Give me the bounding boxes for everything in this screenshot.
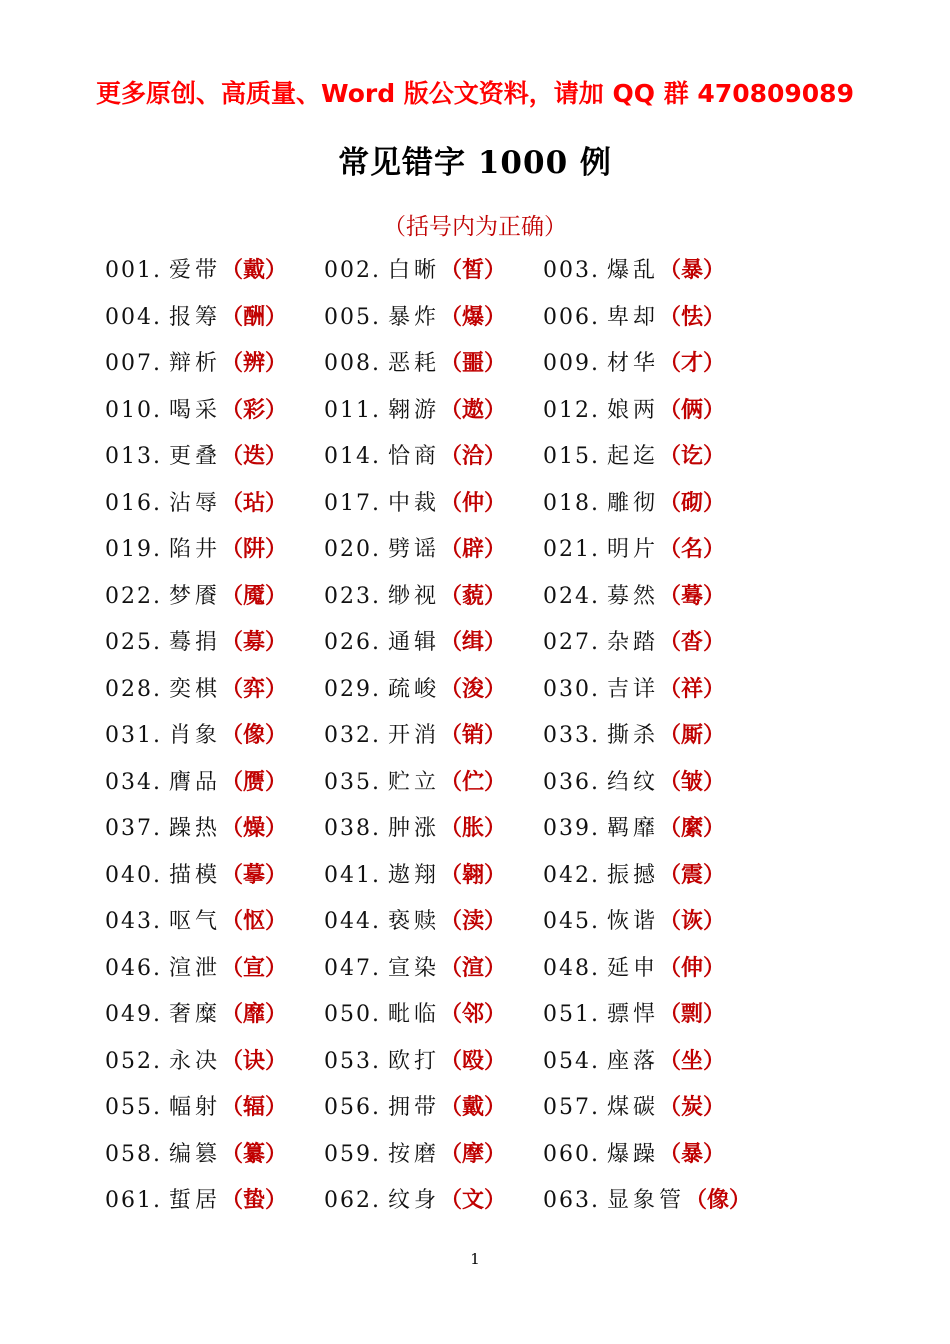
entry-wrong-word: 肿涨	[388, 816, 441, 841]
entry-wrong-word: 开消	[388, 723, 441, 748]
entry-correction: （宣）	[221, 954, 288, 981]
list-item	[543, 579, 725, 610]
entry-correction: （燥）	[221, 815, 288, 841]
entry-correction: （剽）	[659, 1001, 726, 1027]
entry-number: 047.	[324, 955, 381, 981]
list-row	[0, 1090, 950, 1137]
list-row	[0, 532, 950, 579]
entry-number: 034.	[105, 769, 162, 795]
entry-number: 002.	[324, 258, 381, 283]
list-row	[0, 1183, 950, 1230]
entry-wrong-word: 爆乱	[607, 258, 660, 283]
entry-number: 020.	[324, 537, 381, 562]
list-item	[105, 253, 287, 284]
entry-wrong-word: 卑却	[607, 304, 660, 330]
entry-wrong-word: 材华	[607, 351, 660, 376]
list-item	[324, 625, 506, 656]
entry-correction: （赝）	[221, 768, 288, 795]
entry-number: 018.	[543, 490, 600, 516]
list-item	[324, 439, 506, 470]
list-row	[0, 300, 950, 347]
entry-wrong-word: 起迄	[607, 444, 660, 469]
entry-number: 029.	[324, 676, 381, 702]
entry-correction: （俩）	[659, 396, 726, 423]
entry-wrong-word: 贮立	[388, 769, 441, 795]
entry-number: 036.	[543, 769, 600, 795]
entry-correction: （才）	[659, 350, 726, 376]
entry-correction: （辟）	[440, 536, 507, 562]
entry-correction: （怄）	[221, 908, 288, 934]
entry-wrong-word: 拥带	[388, 1095, 441, 1120]
list-item	[105, 718, 287, 749]
entry-correction: （缉）	[440, 629, 507, 655]
list-row	[0, 439, 950, 486]
list-item	[105, 672, 287, 703]
entry-wrong-word: 遨翔	[388, 862, 441, 888]
entry-correction: （辨）	[221, 350, 288, 376]
list-row	[0, 1137, 950, 1184]
list-item	[543, 904, 725, 935]
entry-number: 008.	[324, 351, 381, 376]
typo-list	[0, 253, 950, 1230]
entry-number: 003.	[543, 258, 600, 283]
entry-wrong-word: 毗临	[388, 1002, 441, 1027]
list-item	[324, 765, 506, 796]
entry-number: 016.	[105, 490, 162, 516]
list-row	[0, 393, 950, 440]
list-item	[105, 300, 287, 331]
list-item	[105, 1183, 287, 1214]
entry-number: 038.	[324, 816, 381, 841]
entry-number: 039.	[543, 816, 600, 841]
entry-wrong-word: 沾辱	[169, 490, 222, 516]
entry-wrong-word: 骠悍	[607, 1002, 660, 1027]
entry-number: 037.	[105, 816, 162, 841]
entry-correction: （暴）	[659, 1140, 726, 1167]
list-item	[105, 858, 287, 889]
list-item	[105, 439, 287, 470]
list-item	[105, 532, 287, 563]
list-item	[105, 951, 287, 982]
entry-number: 031.	[105, 723, 162, 748]
entry-wrong-word: 亵赎	[388, 909, 441, 934]
page-title: 常见错字 1000 例	[338, 145, 612, 181]
entry-number: 042.	[543, 862, 600, 888]
entry-number: 058.	[105, 1141, 162, 1167]
list-item	[543, 811, 725, 842]
entry-wrong-word: 白晰	[388, 258, 441, 283]
entry-wrong-word: 肖象	[169, 723, 222, 748]
entry-wrong-word: 宣染	[388, 955, 441, 981]
entry-number: 017.	[324, 490, 381, 516]
list-item	[324, 486, 506, 517]
entry-correction: （邻）	[440, 1001, 507, 1027]
entry-correction: （讫）	[659, 443, 726, 469]
entry-number: 044.	[324, 909, 381, 934]
entry-correction: （爆）	[440, 303, 507, 330]
entry-wrong-word: 恰商	[388, 444, 441, 469]
entry-wrong-word: 振撼	[607, 862, 660, 888]
list-item	[105, 1044, 287, 1075]
entry-number: 032.	[324, 723, 381, 748]
entry-number: 052.	[105, 1048, 162, 1074]
list-item	[543, 625, 725, 656]
entry-wrong-word: 渲泄	[169, 955, 222, 981]
list-row	[0, 718, 950, 765]
entry-number: 053.	[324, 1048, 381, 1074]
entry-correction: （洽）	[440, 443, 507, 469]
page-subtitle: （括号内为正确）	[383, 214, 567, 240]
entry-correction: （炭）	[659, 1094, 726, 1120]
entry-correction: （祥）	[659, 675, 726, 702]
entry-wrong-word: 呕气	[169, 909, 222, 934]
entry-wrong-word: 幅射	[169, 1095, 222, 1120]
list-row	[0, 765, 950, 812]
entry-correction: （殴）	[440, 1047, 507, 1074]
list-item	[105, 1090, 287, 1121]
entry-number: 026.	[324, 630, 381, 655]
list-item	[543, 1137, 725, 1168]
entry-wrong-word: 羁靡	[607, 816, 660, 841]
entry-correction: （诀）	[221, 1047, 288, 1074]
entry-wrong-word: 奢糜	[169, 1002, 222, 1027]
list-item	[543, 253, 725, 284]
list-item	[324, 951, 506, 982]
list-item	[105, 486, 287, 517]
entry-wrong-word: 蓦捐	[169, 630, 222, 655]
entry-number: 011.	[324, 397, 381, 423]
entry-number: 007.	[105, 351, 162, 376]
list-item	[543, 718, 725, 749]
entry-correction: （渲）	[440, 954, 507, 981]
entry-wrong-word: 奕棋	[169, 676, 222, 702]
entry-wrong-word: 爱带	[169, 258, 222, 283]
list-row	[0, 811, 950, 858]
entry-correction: （名）	[659, 536, 726, 562]
entry-wrong-word: 爆躁	[607, 1141, 660, 1167]
entry-number: 043.	[105, 909, 162, 934]
entry-wrong-word: 陷井	[169, 537, 222, 562]
list-item	[543, 532, 725, 563]
entry-correction: （蓦）	[659, 582, 726, 609]
list-item	[324, 811, 506, 842]
entry-number: 063.	[543, 1188, 600, 1213]
list-row	[0, 346, 950, 393]
entry-number: 010.	[105, 397, 162, 423]
entry-number: 019.	[105, 537, 162, 562]
entry-wrong-word: 明片	[607, 537, 660, 562]
entry-number: 055.	[105, 1095, 162, 1120]
entry-correction: （胀）	[440, 815, 507, 841]
entry-wrong-word: 座落	[607, 1048, 660, 1074]
entry-correction: （纂）	[221, 1140, 288, 1167]
list-row	[0, 253, 950, 300]
entry-correction: （皙）	[440, 257, 507, 283]
entry-correction: （翱）	[440, 861, 507, 888]
entry-correction: （伸）	[659, 954, 726, 981]
entry-wrong-word: 暴炸	[388, 304, 441, 330]
entry-wrong-word: 劈谣	[388, 537, 441, 562]
entry-correction: （摹）	[221, 861, 288, 888]
list-item	[324, 1044, 506, 1075]
list-item	[324, 672, 506, 703]
entry-correction: （伫）	[440, 768, 507, 795]
entry-number: 049.	[105, 1002, 162, 1027]
entry-number: 014.	[324, 444, 381, 469]
entry-correction: （砌）	[659, 489, 726, 516]
list-item	[324, 997, 506, 1028]
entry-correction: （皱）	[659, 768, 726, 795]
entry-correction: （浚）	[440, 675, 507, 702]
entry-correction: （藐）	[440, 582, 507, 609]
entry-wrong-word: 报筹	[169, 304, 222, 330]
entry-number: 062.	[324, 1188, 381, 1213]
list-item	[543, 300, 725, 331]
entry-number: 035.	[324, 769, 381, 795]
entry-wrong-word: 更叠	[169, 444, 222, 469]
list-item	[324, 1090, 506, 1121]
list-item	[105, 346, 287, 377]
entry-wrong-word: 蜇居	[169, 1188, 222, 1213]
entry-wrong-word: 编篡	[169, 1141, 222, 1167]
entry-wrong-word: 躁热	[169, 816, 222, 841]
list-item	[324, 1137, 506, 1168]
list-row	[0, 579, 950, 626]
entry-wrong-word: 永决	[169, 1048, 222, 1074]
entry-wrong-word: 煤碳	[607, 1095, 660, 1120]
entry-wrong-word: 雕彻	[607, 490, 660, 516]
list-item	[543, 393, 725, 424]
entry-correction: （迭）	[221, 443, 288, 469]
list-row	[0, 672, 950, 719]
entry-correction: （戴）	[221, 257, 288, 283]
list-item	[324, 300, 506, 331]
entry-correction: （遨）	[440, 396, 507, 423]
entry-correction: （玷）	[221, 489, 288, 516]
list-item	[324, 858, 506, 889]
entry-number: 054.	[543, 1048, 600, 1074]
list-item	[105, 625, 287, 656]
entry-number: 056.	[324, 1095, 381, 1120]
entry-number: 023.	[324, 583, 381, 609]
entry-wrong-word: 纹身	[388, 1188, 441, 1213]
entry-correction: （像）	[685, 1187, 752, 1213]
entry-number: 057.	[543, 1095, 600, 1120]
list-item	[105, 393, 287, 424]
entry-number: 012.	[543, 397, 600, 423]
list-row	[0, 625, 950, 672]
entry-number: 030.	[543, 676, 600, 702]
entry-correction: （辐）	[221, 1094, 288, 1120]
list-item	[324, 346, 506, 377]
entry-number: 001.	[105, 258, 162, 283]
list-row	[0, 997, 950, 1044]
entry-wrong-word: 吉详	[607, 676, 660, 702]
promo-banner: 更多原创、高质量、Word 版公文资料，请加 QQ 群 470809089	[96, 79, 854, 108]
list-item	[324, 1183, 506, 1214]
entry-correction: （阱）	[221, 536, 288, 562]
entry-number: 027.	[543, 630, 600, 655]
list-row	[0, 904, 950, 951]
list-item	[324, 904, 506, 935]
list-row	[0, 858, 950, 905]
entry-correction: （像）	[221, 722, 288, 748]
entry-wrong-word: 募然	[607, 583, 660, 609]
entry-number: 041.	[324, 862, 381, 888]
entry-number: 051.	[543, 1002, 600, 1027]
entry-correction: （厮）	[659, 722, 726, 748]
entry-correction: （彩）	[221, 396, 288, 423]
entry-wrong-word: 膺品	[169, 769, 222, 795]
entry-wrong-word: 中裁	[388, 490, 441, 516]
entry-wrong-word: 喝采	[169, 397, 222, 423]
list-item	[543, 1090, 725, 1121]
entry-correction: （渎）	[440, 908, 507, 934]
list-item	[543, 346, 725, 377]
entry-correction: （文）	[440, 1187, 507, 1213]
entry-wrong-word: 撕杀	[607, 723, 660, 748]
list-row	[0, 486, 950, 533]
list-item	[105, 904, 287, 935]
entry-wrong-word: 通辑	[388, 630, 441, 655]
entry-wrong-word: 欧打	[388, 1048, 441, 1074]
list-row	[0, 951, 950, 998]
list-row	[0, 1044, 950, 1091]
entry-number: 059.	[324, 1141, 381, 1167]
entry-correction: （销）	[440, 722, 507, 748]
entry-correction: （沓）	[659, 629, 726, 655]
entry-number: 013.	[105, 444, 162, 469]
entry-wrong-word: 按磨	[388, 1141, 441, 1167]
list-item	[543, 439, 725, 470]
entry-correction: （仲）	[440, 489, 507, 516]
entry-correction: （靡）	[221, 1001, 288, 1027]
entry-correction: （诙）	[659, 908, 726, 934]
entry-wrong-word: 恶耗	[388, 351, 441, 376]
list-item	[543, 486, 725, 517]
list-item	[543, 765, 725, 796]
entry-wrong-word: 梦餍	[169, 583, 222, 609]
list-item	[324, 718, 506, 749]
entry-correction: （弈）	[221, 675, 288, 702]
list-item	[543, 858, 725, 889]
list-item	[543, 951, 725, 982]
entry-wrong-word: 描模	[169, 862, 222, 888]
entry-number: 024.	[543, 583, 600, 609]
entry-correction: （蛰）	[221, 1187, 288, 1213]
list-item	[543, 672, 725, 703]
entry-number: 009.	[543, 351, 600, 376]
entry-number: 046.	[105, 955, 162, 981]
list-item	[543, 1183, 751, 1214]
page-number: 1	[470, 1250, 480, 1268]
list-item	[105, 811, 287, 842]
entry-wrong-word: 显象管	[607, 1188, 686, 1213]
list-item	[105, 1137, 287, 1168]
entry-correction: （酬）	[221, 303, 288, 330]
list-item	[324, 253, 506, 284]
entry-number: 040.	[105, 862, 162, 888]
entry-number: 015.	[543, 444, 600, 469]
entry-number: 005.	[324, 304, 381, 330]
entry-correction: （摩）	[440, 1140, 507, 1167]
list-item	[105, 997, 287, 1028]
entry-number: 050.	[324, 1002, 381, 1027]
list-item	[543, 1044, 725, 1075]
entry-wrong-word: 恢谐	[607, 909, 660, 934]
entry-wrong-word: 绉纹	[607, 769, 660, 795]
entry-wrong-word: 缈视	[388, 583, 441, 609]
entry-number: 004.	[105, 304, 162, 330]
entry-correction: （噩）	[440, 350, 507, 376]
entry-wrong-word: 延申	[607, 955, 660, 981]
entry-wrong-word: 翱游	[388, 397, 441, 423]
entry-correction: （魇）	[221, 582, 288, 609]
entry-number: 060.	[543, 1141, 600, 1167]
list-item	[324, 532, 506, 563]
entry-wrong-word: 疏峻	[388, 676, 441, 702]
entry-number: 021.	[543, 537, 600, 562]
entry-number: 033.	[543, 723, 600, 748]
entry-correction: （暴）	[659, 257, 726, 283]
entry-correction: （募）	[221, 629, 288, 655]
entry-number: 061.	[105, 1188, 162, 1213]
entry-number: 022.	[105, 583, 162, 609]
list-item	[105, 765, 287, 796]
entry-correction: （戴）	[440, 1094, 507, 1120]
entry-wrong-word: 辩析	[169, 351, 222, 376]
list-item	[324, 579, 506, 610]
entry-number: 025.	[105, 630, 162, 655]
entry-number: 048.	[543, 955, 600, 981]
entry-correction: （怯）	[659, 303, 726, 330]
list-item	[324, 393, 506, 424]
entry-wrong-word: 杂踏	[607, 630, 660, 655]
entry-wrong-word: 娘两	[607, 397, 660, 423]
entry-number: 006.	[543, 304, 600, 330]
list-item	[105, 579, 287, 610]
entry-correction: （震）	[659, 861, 726, 888]
entry-number: 045.	[543, 909, 600, 934]
entry-correction: （縻）	[659, 815, 726, 841]
list-item	[543, 997, 725, 1028]
entry-correction: （坐）	[659, 1047, 726, 1074]
entry-number: 028.	[105, 676, 162, 702]
